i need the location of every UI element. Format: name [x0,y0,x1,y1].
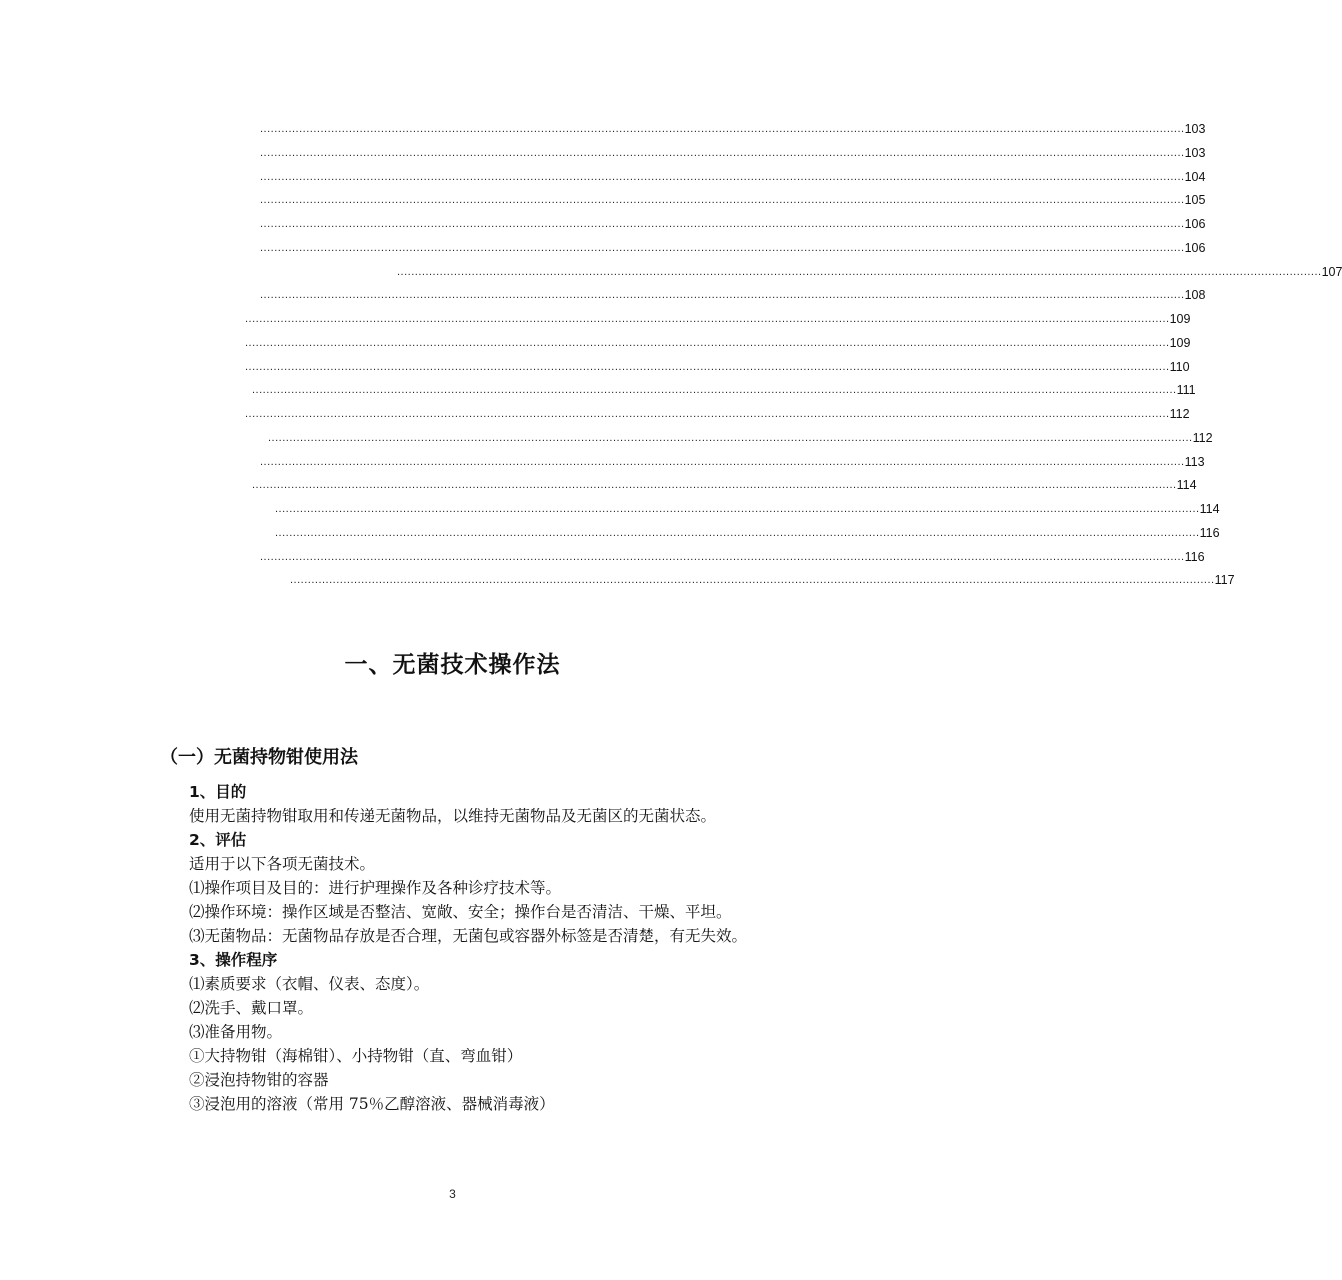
toc-entry[interactable] [260,187,1206,208]
page-number: 3 [449,1187,456,1201]
paragraph: 使用无菌持物钳取用和传递无菌物品，以维持无菌物品及无菌区的无菌状态。 [189,807,717,825]
toc-leader-dots: .................................................................................................................................................................................................................................................................... [275,526,1200,539]
paragraph: ⑵洗手、戴口罩。 [189,999,314,1017]
toc-entry[interactable] [245,330,1191,350]
toc-entry[interactable] [260,116,1206,136]
toc-leader-dots: .................................................................................................................................................................................................................................................................... [290,574,1215,587]
toc-page-number: 112 [1169,407,1190,421]
toc-leader-dots: .................................................................................................................................................................................................................................................................... [268,431,1193,444]
list-item: ②浸泡持物钳的容器 [189,1071,329,1089]
toc-leader-dots: .................................................................................................................................................................................................................................................................... [275,503,1200,515]
section-title: （一）无菌持物钳使用法 [160,747,358,768]
toc-entry[interactable] [260,140,1206,160]
list-item: ①大持物钳（海棉钳）、小持物钳（直、弯血钳） [189,1047,523,1065]
toc-entry[interactable] [245,354,1190,374]
toc-leader-dots: .................................................................................................................................................................................................................................................................... [260,455,1185,468]
toc-entry[interactable] [260,544,1205,564]
toc-page-number: 116 [1199,525,1220,540]
toc-page-number: 114 [1199,502,1220,516]
toc-page-number: 107 [1321,264,1342,279]
paragraph: ⑵操作环境：操作区域是否整洁、宽敞、安全；操作台是否清洁、干燥、平坦。 [189,903,732,921]
toc-entry[interactable] [268,425,1213,445]
paragraph: ⑴操作项目及目的：进行护理操作及各种诊疗技术等。 [189,879,562,897]
toc-page-number: 117 [1214,573,1235,588]
toc-page-number: 116 [1184,549,1205,564]
toc-entry[interactable] [245,401,1190,421]
body-text [155,780,787,1116]
toc-page-number: 109 [1169,312,1191,326]
paragraph: ⑶无菌物品：无菌物品存放是否合理，无菌包或容器外标签是否清楚，有无失效。 [189,927,748,945]
toc-leader-dots: .................................................................................................................................................................................................................................................................... [260,146,1185,159]
toc-leader-dots: .................................................................................................................................................................................................................................................................... [260,241,1185,254]
toc-leader-dots: .................................................................................................................................................................................................................................................................... [260,194,1185,207]
toc-leader-dots: .................................................................................................................................................................................................................................................................... [252,384,1177,397]
toc-page-number: 109 [1169,335,1191,350]
toc-leader-dots: .................................................................................................................................................................................................................................................................... [245,408,1170,420]
toc-leader-dots: .................................................................................................................................................................................................................................................................... [252,479,1177,492]
toc-entry[interactable] [275,520,1220,540]
subheading-assessment: 2、评估 [189,831,247,849]
toc-leader-dots: .................................................................................................................................................................................................................................................................... [260,123,1185,135]
toc-leader-dots: .................................................................................................................................................................................................................................................................... [260,218,1185,230]
subheading-purpose: 1、目的 [189,783,247,801]
toc-leader-dots: .................................................................................................................................................................................................................................................................... [260,289,1185,302]
toc-page-number: 103 [1184,145,1206,160]
paragraph: ⑴素质要求（衣帽、仪表、态度）。 [189,975,430,993]
toc-page-number: 114 [1176,478,1197,493]
toc-leader-dots: .................................................................................................................................................................................................................................................................... [245,313,1170,325]
toc-leader-dots: .................................................................................................................................................................................................................................................................... [260,170,1185,183]
toc-leader-dots: .................................................................................................................................................................................................................................................................... [245,360,1170,373]
toc-entry[interactable] [252,472,1197,493]
chapter-title: 一、无菌技术操作法 [344,652,561,678]
toc-entry[interactable] [252,377,1196,398]
toc-page-number: 111 [1176,383,1196,398]
toc-entry[interactable] [290,567,1235,588]
toc-page-number: 106 [1184,217,1206,231]
toc-page-number: 105 [1184,193,1206,208]
toc-entry[interactable] [260,235,1206,255]
list-item: ③浸泡用的溶液（常用 75％乙醇溶液、器械消毒液） [189,1095,555,1113]
toc-entry[interactable] [260,449,1205,469]
toc-entry[interactable] [245,306,1191,326]
toc-page-number: 113 [1184,454,1205,469]
toc-entry[interactable] [260,164,1206,184]
toc-entry[interactable] [260,282,1206,303]
toc-leader-dots: .................................................................................................................................................................................................................................................................... [245,336,1170,349]
toc-leader-dots: .................................................................................................................................................................................................................................................................... [397,265,1322,278]
toc-leader-dots: .................................................................................................................................................................................................................................................................... [260,550,1185,563]
toc-page-number: 103 [1184,122,1206,136]
toc-page-number: 108 [1184,288,1206,303]
paragraph: 适用于以下各项无菌技术。 [189,855,376,873]
toc-page-number: 112 [1192,430,1213,445]
toc-page-number: 104 [1184,169,1206,184]
paragraph: ⑶准备用物。 [189,1023,283,1041]
subheading-procedure: 3、操作程序 [189,951,278,969]
toc-entry[interactable] [260,211,1206,231]
toc-page-number: 110 [1169,359,1190,374]
toc-entry[interactable] [397,259,1342,279]
toc-entry[interactable] [275,496,1220,516]
toc-page-number: 106 [1184,240,1206,255]
